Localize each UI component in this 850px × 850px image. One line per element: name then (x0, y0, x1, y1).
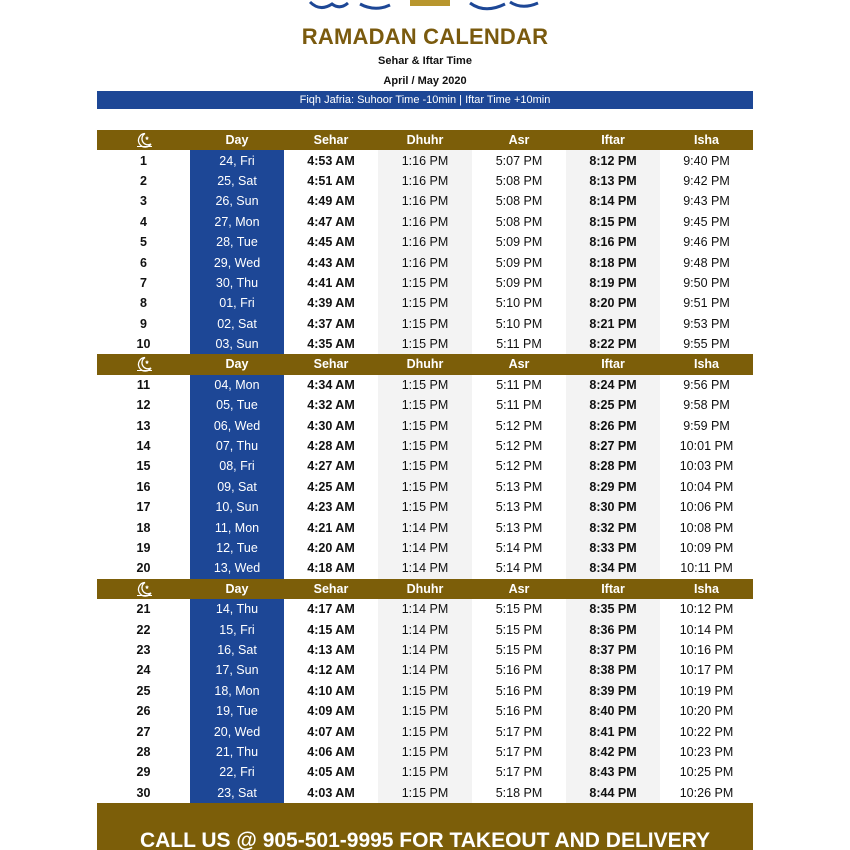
iftar-cell: 8:14 PM (566, 191, 660, 211)
row-number: 5 (140, 235, 147, 250)
day-cell: 12, Tue (190, 538, 284, 558)
iftar-cell: 8:13 PM (566, 171, 660, 191)
dhuhr-cell: 1:14 PM (378, 517, 472, 537)
sehar-cell: 4:06 AM (307, 744, 355, 759)
table-row (97, 232, 753, 252)
table-row (97, 456, 753, 476)
column-header-row (97, 130, 753, 150)
day-cell: 06, Wed (190, 415, 284, 435)
iftar-cell: 8:32 PM (566, 517, 660, 537)
table-row (97, 640, 753, 660)
asr-cell: 5:08 PM (495, 194, 543, 209)
iftar-cell: 8:27 PM (566, 436, 660, 456)
ramadan-timetable (97, 130, 753, 803)
sehar-cell: 4:21 AM (307, 520, 355, 535)
crescent-moon-icon (97, 130, 190, 150)
page-title: RAMADAN CALENDAR (301, 24, 549, 49)
sehar-cell: 4:37 AM (307, 316, 355, 331)
table-row (97, 660, 753, 680)
iftar-cell: 8:43 PM (566, 762, 660, 782)
iftar-cell: 8:29 PM (566, 477, 660, 497)
asr-cell: 5:10 PM (495, 296, 543, 311)
dhuhr-cell: 1:15 PM (378, 273, 472, 293)
asr-cell: 5:13 PM (495, 520, 543, 535)
table-row (97, 681, 753, 701)
day-cell: 22, Fri (190, 762, 284, 782)
asr-cell: 5:11 PM (496, 377, 542, 392)
footer-text: CALL US @ 905-501-9995 FOR TAKEOUT AND DELIVERY (139, 829, 711, 850)
column-header-isha: Isha (693, 357, 719, 372)
isha-cell: 10:16 PM (679, 642, 734, 657)
sehar-cell: 4:39 AM (307, 296, 355, 311)
dhuhr-cell: 1:14 PM (378, 599, 472, 619)
asr-cell: 5:13 PM (495, 479, 543, 494)
iftar-cell: 8:44 PM (566, 783, 660, 803)
sehar-cell: 4:53 AM (307, 153, 355, 168)
iftar-cell: 8:25 PM (566, 395, 660, 415)
row-number: 21 (136, 602, 151, 617)
column-header-sehar: Sehar (313, 581, 349, 596)
day-cell: 20, Wed (190, 721, 284, 741)
column-header-sehar: Sehar (313, 357, 349, 372)
iftar-cell: 8:33 PM (566, 538, 660, 558)
table-row (97, 293, 753, 313)
row-number: 22 (136, 622, 151, 637)
isha-cell: 9:45 PM (683, 214, 730, 229)
isha-cell: 9:55 PM (683, 337, 730, 352)
day-cell: 26, Sun (190, 191, 284, 211)
day-cell: 29, Wed (190, 252, 284, 272)
asr-cell: 5:12 PM (495, 439, 543, 454)
table-row (97, 742, 753, 762)
row-number: 4 (140, 214, 147, 229)
isha-cell: 10:26 PM (679, 785, 734, 800)
day-cell: 03, Sun (190, 334, 284, 354)
dhuhr-cell: 1:15 PM (378, 415, 472, 435)
asr-cell: 5:16 PM (495, 683, 543, 698)
dhuhr-cell: 1:15 PM (378, 334, 472, 354)
table-row (97, 783, 753, 803)
row-number: 20 (136, 561, 151, 576)
row-number: 7 (140, 275, 147, 290)
row-number: 28 (136, 744, 151, 759)
column-header-day: Day (225, 581, 249, 596)
dhuhr-cell: 1:15 PM (378, 701, 472, 721)
row-number: 12 (136, 398, 151, 413)
day-cell: 05, Tue (190, 395, 284, 415)
crescent-moon-icon (97, 354, 190, 374)
table-row (97, 701, 753, 721)
day-cell: 18, Mon (190, 681, 284, 701)
day-cell: 02, Sat (190, 314, 284, 334)
table-row (97, 619, 753, 639)
iftar-cell: 8:26 PM (566, 415, 660, 435)
day-cell: 21, Thu (190, 742, 284, 762)
dhuhr-cell: 1:15 PM (378, 681, 472, 701)
isha-cell: 10:04 PM (679, 479, 734, 494)
asr-cell: 5:15 PM (495, 642, 543, 657)
sehar-cell: 4:18 AM (307, 561, 355, 576)
dhuhr-cell: 1:15 PM (378, 497, 472, 517)
dhuhr-cell: 1:15 PM (378, 314, 472, 334)
footer-banner (97, 803, 753, 850)
day-cell: 15, Fri (190, 619, 284, 639)
asr-cell: 5:17 PM (495, 765, 543, 780)
sehar-cell: 4:13 AM (307, 642, 355, 657)
table-row (97, 415, 753, 435)
dhuhr-cell: 1:15 PM (378, 721, 472, 741)
sehar-cell: 4:45 AM (307, 235, 355, 250)
iftar-cell: 8:41 PM (566, 721, 660, 741)
day-cell: 28, Tue (190, 232, 284, 252)
iftar-cell: 8:37 PM (566, 640, 660, 660)
isha-cell: 10:14 PM (679, 622, 734, 637)
row-number: 8 (140, 296, 147, 311)
column-header-dhuhr: Dhuhr (406, 581, 444, 596)
table-row (97, 558, 753, 578)
isha-cell: 10:23 PM (679, 744, 734, 759)
isha-cell: 9:48 PM (683, 255, 730, 270)
isha-cell: 10:11 PM (680, 561, 733, 576)
iftar-cell: 8:40 PM (566, 701, 660, 721)
asr-cell: 5:17 PM (495, 744, 543, 759)
isha-cell: 9:42 PM (683, 173, 730, 188)
iftar-cell: 8:30 PM (566, 497, 660, 517)
day-cell: 30, Thu (190, 273, 284, 293)
dhuhr-cell: 1:14 PM (378, 640, 472, 660)
iftar-cell: 8:15 PM (566, 212, 660, 232)
asr-cell: 5:12 PM (495, 459, 543, 474)
asr-cell: 5:08 PM (495, 173, 543, 188)
day-cell: 27, Mon (190, 212, 284, 232)
asr-cell: 5:17 PM (495, 724, 543, 739)
table-row (97, 334, 753, 354)
row-number: 11 (136, 377, 151, 392)
row-number: 19 (136, 541, 151, 555)
dhuhr-cell: 1:14 PM (378, 538, 472, 558)
day-cell: 19, Tue (190, 701, 284, 721)
period: April / May 2020 (383, 75, 467, 87)
asr-cell: 5:14 PM (495, 561, 543, 576)
crescent-moon-icon (97, 579, 190, 599)
sehar-cell: 4:35 AM (307, 337, 355, 352)
asr-cell: 5:09 PM (495, 235, 543, 250)
dhuhr-cell: 1:15 PM (378, 395, 472, 415)
row-number: 17 (136, 500, 151, 515)
iftar-cell: 8:42 PM (566, 742, 660, 762)
iftar-cell: 8:24 PM (566, 375, 660, 395)
dhuhr-cell: 1:14 PM (378, 619, 472, 639)
table-row (97, 150, 753, 170)
asr-cell: 5:07 PM (495, 153, 543, 168)
fiqh-note-banner: Fiqh Jafria: Suhoor Time -10min | Iftar Time +10min (97, 91, 753, 109)
isha-cell: 9:59 PM (683, 418, 730, 433)
sehar-cell: 4:28 AM (307, 439, 355, 454)
table-row (97, 273, 753, 293)
day-cell: 23, Sat (190, 783, 284, 803)
day-cell: 01, Fri (190, 293, 284, 313)
asr-cell: 5:16 PM (495, 704, 543, 719)
row-number: 27 (136, 724, 151, 739)
asr-cell: 5:11 PM (496, 398, 542, 413)
row-number: 10 (136, 337, 151, 352)
row-number: 24 (136, 663, 151, 678)
sehar-cell: 4:20 AM (307, 541, 355, 555)
dhuhr-cell: 1:15 PM (378, 436, 472, 456)
asr-cell: 5:14 PM (495, 541, 543, 555)
sehar-cell: 4:07 AM (307, 724, 355, 739)
isha-cell: 10:01 PM (679, 439, 734, 454)
isha-cell: 10:03 PM (679, 459, 734, 474)
column-header-asr: Asr (508, 133, 530, 148)
asr-cell: 5:11 PM (496, 337, 542, 352)
asr-cell: 5:13 PM (495, 500, 543, 515)
asr-cell: 5:09 PM (495, 275, 543, 290)
asr-cell: 5:15 PM (495, 622, 543, 637)
dhuhr-cell: 1:16 PM (378, 150, 472, 170)
column-header-dhuhr: Dhuhr (406, 357, 444, 372)
iftar-cell: 8:18 PM (566, 252, 660, 272)
asr-cell: 5:09 PM (495, 255, 543, 270)
column-header-iftar: Iftar (601, 357, 625, 372)
dhuhr-cell: 1:15 PM (378, 742, 472, 762)
dhuhr-cell: 1:15 PM (378, 375, 472, 395)
dhuhr-cell: 1:14 PM (378, 558, 472, 578)
column-header-row (97, 354, 753, 374)
isha-cell: 9:46 PM (683, 235, 730, 250)
day-cell: 07, Thu (190, 436, 284, 456)
iftar-cell: 8:28 PM (566, 456, 660, 476)
table-row (97, 538, 753, 558)
iftar-cell: 8:35 PM (566, 599, 660, 619)
column-header-iftar: Iftar (601, 133, 625, 148)
dhuhr-cell: 1:16 PM (378, 171, 472, 191)
table-row (97, 721, 753, 741)
asr-cell: 5:16 PM (495, 663, 543, 678)
table-row (97, 252, 753, 272)
sehar-cell: 4:30 AM (307, 418, 355, 433)
sehar-cell: 4:17 AM (307, 602, 355, 617)
isha-cell: 10:25 PM (679, 765, 734, 780)
isha-cell: 10:19 PM (679, 683, 734, 698)
column-header-dhuhr: Dhuhr (406, 133, 444, 148)
day-cell: 13, Wed (190, 558, 284, 578)
sehar-cell: 4:12 AM (307, 663, 355, 678)
column-header-row (97, 579, 753, 599)
isha-cell: 9:50 PM (683, 275, 730, 290)
sehar-cell: 4:47 AM (307, 214, 355, 229)
iftar-cell: 8:38 PM (566, 660, 660, 680)
sehar-cell: 4:43 AM (307, 255, 355, 270)
sehar-cell: 4:41 AM (307, 275, 355, 290)
day-cell: 14, Thu (190, 599, 284, 619)
day-cell: 16, Sat (190, 640, 284, 660)
isha-cell: 10:12 PM (679, 602, 734, 617)
isha-cell: 9:40 PM (683, 153, 730, 168)
column-header-asr: Asr (508, 581, 530, 596)
dhuhr-cell: 1:15 PM (378, 762, 472, 782)
sehar-cell: 4:32 AM (307, 398, 355, 413)
day-cell: 25, Sat (190, 171, 284, 191)
dhuhr-cell: 1:16 PM (378, 252, 472, 272)
iftar-cell: 8:22 PM (566, 334, 660, 354)
asr-cell: 5:08 PM (495, 214, 543, 229)
table-row (97, 517, 753, 537)
iftar-cell: 8:16 PM (566, 232, 660, 252)
asr-cell: 5:15 PM (495, 602, 543, 617)
sehar-cell: 4:49 AM (307, 194, 355, 209)
dhuhr-cell: 1:16 PM (378, 212, 472, 232)
table-row (97, 599, 753, 619)
asr-cell: 5:18 PM (495, 785, 543, 800)
iftar-cell: 8:34 PM (566, 558, 660, 578)
table-row (97, 212, 753, 232)
isha-cell: 10:06 PM (679, 500, 734, 515)
table-row (97, 762, 753, 782)
day-cell: 17, Sun (190, 660, 284, 680)
row-number: 1 (140, 153, 147, 168)
table-row (97, 314, 753, 334)
isha-cell: 9:43 PM (683, 194, 730, 209)
isha-cell: 10:09 PM (679, 541, 734, 555)
isha-cell: 10:22 PM (679, 724, 734, 739)
dhuhr-cell: 1:16 PM (378, 191, 472, 211)
row-number: 30 (136, 785, 151, 800)
sehar-cell: 4:09 AM (307, 704, 355, 719)
row-number: 14 (136, 439, 151, 454)
row-number: 16 (136, 479, 151, 494)
row-number: 25 (136, 683, 151, 698)
dhuhr-cell: 1:16 PM (378, 232, 472, 252)
table-row (97, 375, 753, 395)
day-cell: 24, Fri (190, 150, 284, 170)
asr-cell: 5:12 PM (495, 418, 543, 433)
sehar-cell: 4:15 AM (307, 622, 355, 637)
column-header-day: Day (225, 357, 249, 372)
dhuhr-cell: 1:15 PM (378, 456, 472, 476)
iftar-cell: 8:36 PM (566, 619, 660, 639)
sehar-cell: 4:10 AM (307, 683, 355, 698)
day-cell: 09, Sat (190, 477, 284, 497)
subtitle: Sehar & Iftar Time (378, 55, 472, 67)
column-header-isha: Isha (693, 133, 719, 148)
sehar-cell: 4:27 AM (307, 459, 355, 474)
dhuhr-cell: 1:15 PM (378, 477, 472, 497)
column-header-day: Day (225, 133, 249, 148)
asr-cell: 5:10 PM (495, 316, 543, 331)
table-row (97, 191, 753, 211)
isha-cell: 10:08 PM (679, 520, 734, 535)
column-header-asr: Asr (508, 357, 530, 372)
iftar-cell: 8:20 PM (566, 293, 660, 313)
table-row (97, 395, 753, 415)
day-cell: 04, Mon (190, 375, 284, 395)
row-number: 26 (136, 704, 151, 719)
column-header-sehar: Sehar (313, 133, 349, 148)
isha-cell: 9:58 PM (683, 398, 730, 413)
row-number: 2 (140, 173, 147, 188)
iftar-cell: 8:39 PM (566, 681, 660, 701)
row-number: 29 (136, 765, 151, 780)
row-number: 9 (140, 316, 147, 331)
iftar-cell: 8:12 PM (566, 150, 660, 170)
row-number: 18 (136, 520, 151, 535)
sehar-cell: 4:25 AM (307, 479, 355, 494)
restaurant-logo (300, 0, 550, 14)
isha-cell: 10:17 PM (679, 663, 734, 678)
isha-cell: 9:51 PM (683, 296, 730, 311)
row-number: 6 (140, 255, 147, 270)
row-number: 23 (136, 642, 151, 657)
dhuhr-cell: 1:15 PM (378, 783, 472, 803)
row-number: 15 (136, 459, 151, 474)
row-number: 3 (140, 194, 147, 209)
sehar-cell: 4:34 AM (307, 377, 355, 392)
table-row (97, 497, 753, 517)
column-header-isha: Isha (693, 581, 719, 596)
sehar-cell: 4:23 AM (307, 500, 355, 515)
table-row (97, 171, 753, 191)
table-row (97, 436, 753, 456)
iftar-cell: 8:21 PM (566, 314, 660, 334)
dhuhr-cell: 1:14 PM (378, 660, 472, 680)
row-number: 13 (136, 418, 151, 433)
sehar-cell: 4:51 AM (307, 173, 355, 188)
day-cell: 08, Fri (190, 456, 284, 476)
sehar-cell: 4:05 AM (307, 765, 355, 780)
isha-cell: 9:56 PM (683, 377, 730, 392)
column-header-iftar: Iftar (601, 581, 625, 596)
iftar-cell: 8:19 PM (566, 273, 660, 293)
isha-cell: 9:53 PM (683, 316, 730, 331)
table-row (97, 477, 753, 497)
isha-cell: 10:20 PM (679, 704, 734, 719)
sehar-cell: 4:03 AM (307, 785, 355, 800)
day-cell: 11, Mon (190, 517, 284, 537)
day-cell: 10, Sun (190, 497, 284, 517)
dhuhr-cell: 1:15 PM (378, 293, 472, 313)
